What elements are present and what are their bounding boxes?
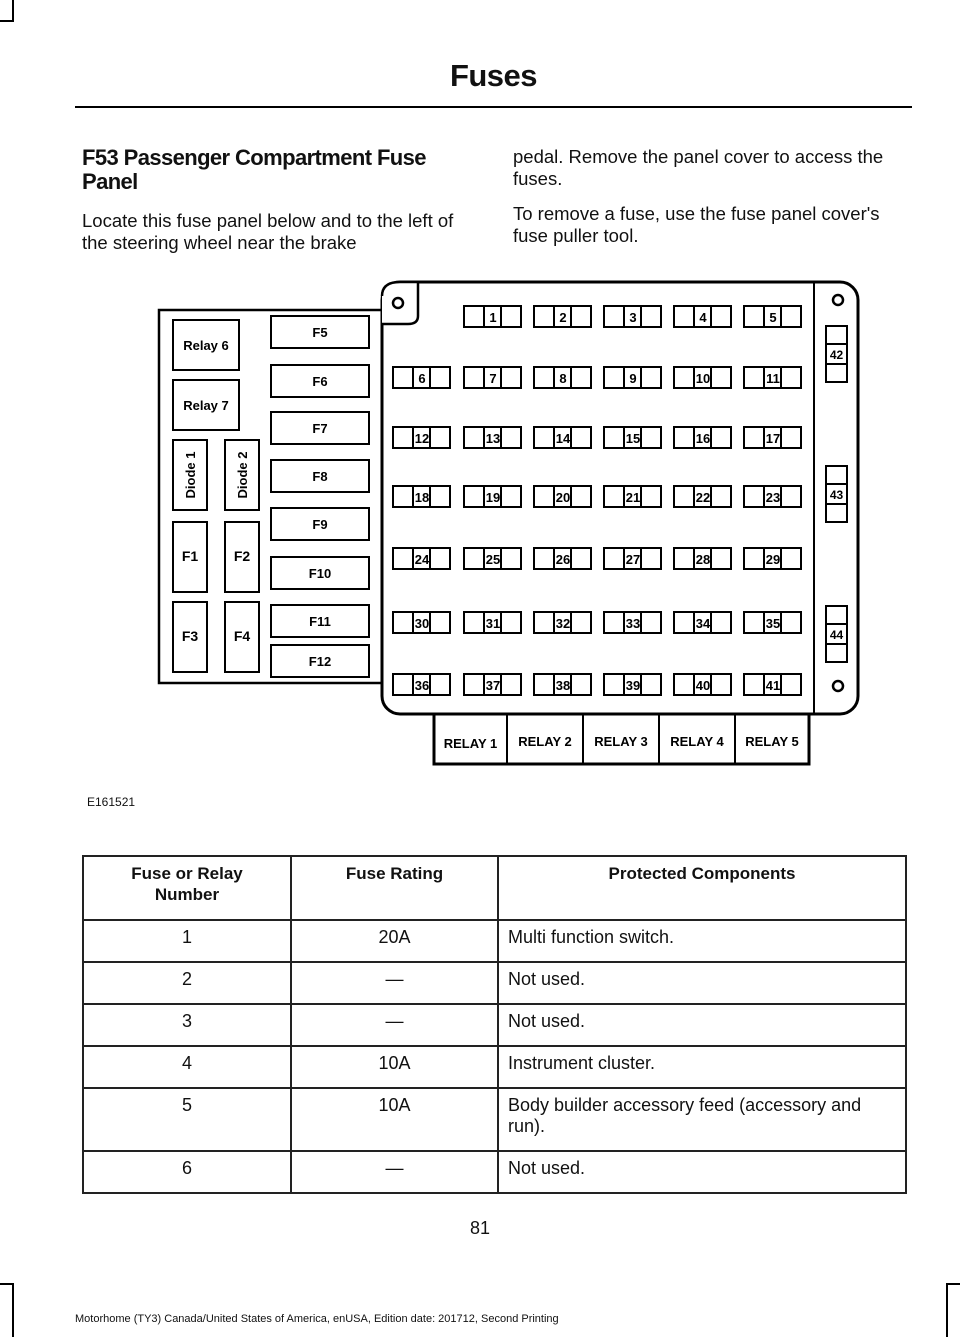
fuse-number: 8	[559, 371, 567, 386]
crop-mark	[946, 1283, 948, 1337]
fuse-number: 37	[485, 678, 501, 693]
fuse-panel-diagram	[150, 276, 870, 776]
fuse-number: 19	[485, 490, 501, 505]
relay-label: RELAY 4	[670, 734, 724, 749]
table-row	[83, 1004, 906, 1046]
crop-mark	[0, 20, 14, 22]
fuse-number: 41	[765, 678, 781, 693]
page-number: 81	[469, 1218, 491, 1238]
fuse-number: 20	[555, 490, 571, 505]
fuse-label: F1	[181, 548, 199, 564]
column-header-rating: Fuse Rating	[291, 856, 498, 920]
fuse-label: F7	[312, 421, 328, 436]
relay-label: RELAY 3	[594, 734, 648, 749]
fuse-number: 14	[555, 431, 571, 446]
fuse-label: F4	[233, 628, 251, 644]
fuse-table	[82, 855, 907, 1194]
cell-component: Not used.	[498, 962, 906, 1004]
table-row	[83, 1088, 906, 1151]
fuse-number: 2	[559, 310, 567, 325]
fuse-number: 16	[695, 431, 711, 446]
fuse-label: F9	[312, 517, 328, 532]
para1-part-b: pedal. Remove the panel cover to access the fuses.	[513, 146, 884, 189]
cell-component: Not used.	[498, 1151, 906, 1193]
relay-label: RELAY 5	[745, 734, 799, 749]
table-row	[83, 920, 906, 962]
section-heading: F53 Passenger Compartment Fuse Panel	[82, 145, 426, 194]
cell-rating: 20A	[291, 920, 498, 962]
table-row	[83, 962, 906, 1004]
cell-component: Multi function switch.	[498, 920, 906, 962]
cell-component: Instrument cluster.	[498, 1046, 906, 1088]
crop-mark	[0, 1283, 14, 1285]
fuse-number: 43	[829, 488, 844, 502]
fuse-number: 3	[629, 310, 637, 325]
fuse-number: 42	[829, 348, 844, 362]
crop-mark	[946, 1283, 960, 1285]
fuse-label: F3	[181, 628, 199, 644]
crop-mark	[12, 1283, 14, 1337]
cell-number: 4	[83, 1046, 291, 1088]
body-paragraph-2: To remove a fuse, use the fuse panel cover's fuse puller tool.	[513, 203, 880, 246]
body-paragraph-1-full	[0, 0, 1, 1]
fuse-number: 21	[625, 490, 641, 505]
diode-label: Diode 2	[235, 451, 250, 499]
relay-label: Relay 7	[183, 398, 229, 413]
fuse-label: F6	[312, 374, 328, 389]
cell-rating: —	[291, 1151, 498, 1193]
column-header-number: Fuse or Relay Number	[83, 856, 291, 920]
fuse-number: 26	[555, 552, 571, 567]
cell-number: 5	[83, 1088, 291, 1151]
text-column-left	[82, 146, 482, 266]
table-header-row	[83, 856, 906, 920]
fuse-number: 12	[414, 431, 430, 446]
fuse-number: 33	[625, 616, 641, 631]
fuse-number: 32	[555, 616, 571, 631]
cell-rating: —	[291, 1004, 498, 1046]
main-housing	[382, 282, 858, 714]
text-column-right	[513, 146, 913, 260]
fuse-number: 15	[625, 431, 641, 446]
crop-mark	[12, 0, 14, 22]
page-title: Fuses	[449, 58, 538, 93]
body-paragraph-1	[82, 210, 482, 254]
cell-number: 2	[83, 962, 291, 1004]
fuse-number: 38	[555, 678, 571, 693]
fuse-number: 23	[765, 490, 781, 505]
fuse-number: 39	[625, 678, 641, 693]
fuse-number: 5	[769, 310, 777, 325]
fuse-number: 44	[829, 628, 844, 642]
fuse-number: 22	[695, 490, 711, 505]
fuse-number: 13	[485, 431, 501, 446]
fuse-label: F2	[233, 548, 251, 564]
cell-rating: —	[291, 962, 498, 1004]
mounting-hole-icon	[833, 295, 843, 305]
fuse-number: 29	[765, 552, 781, 567]
fuse-number: 17	[765, 431, 781, 446]
fuse-number: 1	[489, 310, 497, 325]
mounting-hole-icon	[833, 681, 843, 691]
fuse-number: 28	[695, 552, 711, 567]
fuse-label: F11	[309, 614, 331, 629]
relay-label: RELAY 2	[518, 734, 572, 749]
column-header-components: Protected Components	[498, 856, 906, 920]
fuse-number: 34	[695, 616, 711, 631]
fuse-number: 9	[629, 371, 637, 386]
fuse-number: 25	[485, 552, 501, 567]
body-paragraph-1-continued	[513, 146, 913, 190]
fuse-number: 31	[485, 616, 501, 631]
fuse-label: F5	[312, 325, 328, 340]
fuse-label: F10	[308, 566, 332, 581]
cell-number: 6	[83, 1151, 291, 1193]
fuse-label: F12	[308, 654, 332, 669]
cell-rating: 10A	[291, 1088, 498, 1151]
fuse-number: 6	[418, 371, 426, 386]
fuse-number: 7	[489, 371, 497, 386]
para1-part-a: Locate this fuse panel below and to the left of the steering wheel near the brake	[82, 210, 454, 253]
cell-component: Body builder accessory feed (accessory and run).	[498, 1088, 906, 1151]
fuse-number: 10	[695, 371, 711, 386]
table-row	[83, 1046, 906, 1088]
fuse-number: 11	[766, 371, 780, 386]
figure-code: E161521	[87, 795, 136, 809]
fuse-number: 35	[765, 616, 781, 631]
relay-label: Relay 6	[183, 338, 229, 353]
fuse-number: 27	[625, 552, 641, 567]
cell-number: 3	[83, 1004, 291, 1046]
fuse-label: F8	[312, 469, 328, 484]
fuse-number: 30	[414, 616, 430, 631]
fuse-number: 40	[695, 678, 711, 693]
cell-component: Not used.	[498, 1004, 906, 1046]
cell-rating: 10A	[291, 1046, 498, 1088]
fuse-number: 24	[414, 552, 430, 567]
footer-edition-text: Motorhome (TY3) Canada/United States of America, enUSA, Edition date: 201712, Second Printing	[75, 1313, 559, 1325]
header-rule	[75, 106, 912, 108]
cell-number: 1	[83, 920, 291, 962]
mounting-hole-icon	[393, 298, 403, 308]
table-row	[83, 1151, 906, 1193]
diode-label: Diode 1	[183, 451, 198, 499]
relay-label: RELAY 1	[443, 736, 498, 751]
fuse-number: 18	[414, 490, 430, 505]
fuse-number: 36	[414, 678, 430, 693]
fuse-number: 4	[699, 310, 707, 325]
